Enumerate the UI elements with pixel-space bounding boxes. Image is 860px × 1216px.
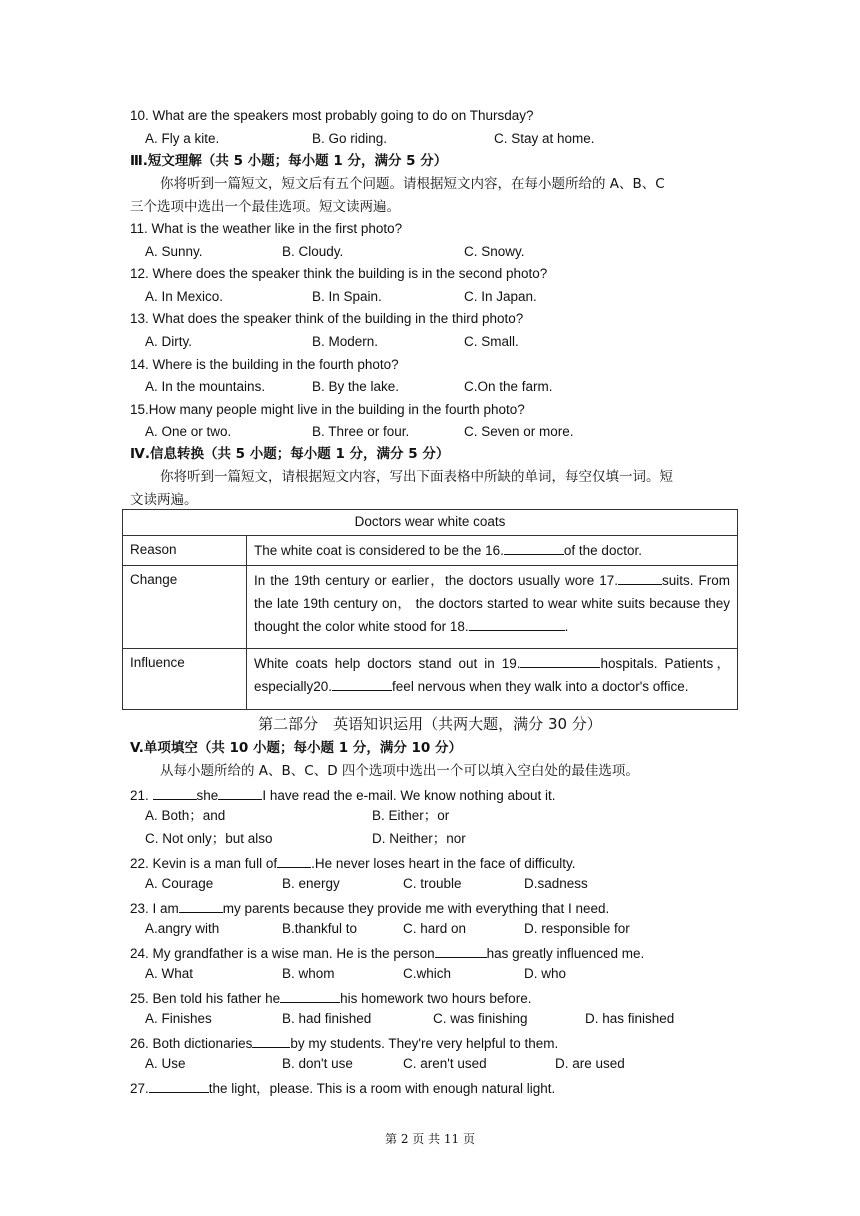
blank-23[interactable]	[179, 897, 223, 913]
option-21b: B. Either；or	[372, 808, 450, 823]
option-13b: B. Modern.	[312, 334, 379, 349]
instruction-3-line2: 三个选项中选出一个最佳选项。短文读两遍。	[130, 199, 400, 215]
blank-24[interactable]	[435, 942, 487, 958]
section-heading-5: V.单项填空（共 10 小题；每小题 1 分，满分 10 分）	[130, 740, 463, 756]
question-25: 25. Ben told his father he his homework two hours before.	[130, 987, 531, 1008]
question-26: 26. Both dictionaries by my students. They're very helpful to them.	[130, 1032, 558, 1053]
option-23c: C. hard on	[403, 921, 467, 936]
option-26a: A. Use	[145, 1056, 186, 1071]
instruction-4-line1: 你将听到一篇短文，请根据短文内容，写出下面表格中所缺的单词，每空仅填一词。短	[160, 469, 673, 485]
question-14: 14. Where is the building in the fourth photo?	[130, 357, 399, 372]
question-27: 27. the light，please. This is a room with enough natural light.	[130, 1077, 555, 1098]
question-11: 11. What is the weather like in the first photo?	[130, 221, 403, 236]
option-24a: A. What	[145, 966, 194, 981]
row-content-influence: White coats help doctors stand out in 19. hospitals. Patients，especially20. feel nervous when they walk into a doctor's office.	[247, 648, 738, 709]
part-two-title: 第二部分 英语知识运用（共两大题，满分 30 分）	[258, 715, 602, 733]
instruction-5: 从每小题所给的 A、B、C、D 四个选项中选出一个可以填入空白处的最佳选项。	[160, 763, 639, 779]
row-label-change: Change	[123, 566, 247, 649]
page-footer: 第 2 页 共 11 页	[385, 1132, 475, 1146]
blank-20[interactable]	[332, 675, 392, 691]
option-14c: C.On the farm.	[464, 379, 553, 394]
question-12: 12. Where does the speaker think the building is in the second photo?	[130, 266, 548, 281]
question-22: 22. Kevin is a man full of .He never loses heart in the face of difficulty.	[130, 852, 575, 873]
blank-17[interactable]	[618, 569, 662, 585]
option-24b: B. whom	[282, 966, 335, 981]
option-25b: B. had finished	[282, 1011, 372, 1026]
option-25a: A. Finishes	[145, 1011, 212, 1026]
option-10a: A. Fly a kite.	[145, 131, 220, 146]
option-11b: B. Cloudy.	[282, 244, 344, 259]
blank-25[interactable]	[280, 987, 340, 1003]
option-12b: B. In Spain.	[312, 289, 382, 304]
row-content-change: In the 19th century or earlier，the doctors usually wore 17. suits. From the late 19th century on， the doctors started to wear white suits because they thought the color white stood for 18. .	[247, 566, 738, 649]
row-content-reason: The white coat is considered to be the 16. of the doctor.	[247, 535, 738, 566]
option-10b: B. Go riding.	[312, 131, 388, 146]
option-14a: A. In the mountains.	[145, 379, 266, 394]
blank-26[interactable]	[252, 1032, 290, 1048]
option-24d: D. who	[524, 966, 567, 981]
blank-19[interactable]	[520, 652, 600, 668]
option-12a: A. In Mexico.	[145, 289, 224, 304]
info-table	[122, 509, 738, 710]
option-15c: C. Seven or more.	[464, 424, 574, 439]
option-25c: C. was finishing	[433, 1011, 528, 1026]
option-22b: B. energy	[282, 876, 340, 891]
option-21a: A. Both；and	[145, 808, 226, 823]
blank-18[interactable]	[469, 615, 565, 631]
option-21d: D. Neither；nor	[372, 831, 466, 846]
option-24c: C.which	[403, 966, 452, 981]
option-15a: A. One or two.	[145, 424, 232, 439]
option-13c: C. Small.	[464, 334, 519, 349]
question-21: 21. she I have read the e-mail. We know nothing about it.	[130, 784, 556, 805]
blank-22[interactable]	[277, 852, 311, 868]
option-22d: D.sadness	[524, 876, 588, 891]
option-13a: A. Dirty.	[145, 334, 192, 349]
blank-21b[interactable]	[218, 784, 262, 800]
option-22a: A. Courage	[145, 876, 214, 891]
question-23: 23. I am my parents because they provide me with everything that I need.	[130, 897, 609, 918]
option-11a: A. Sunny.	[145, 244, 203, 259]
instruction-4-line2: 文读两遍。	[130, 492, 198, 508]
option-23b: B.thankful to	[282, 921, 358, 936]
option-26d: D. are used	[555, 1056, 625, 1071]
option-14b: B. By the lake.	[312, 379, 400, 394]
section-heading-3: Ⅲ.短文理解（共 5 小题；每小题 1 分，满分 5 分）	[130, 153, 448, 169]
option-26c: C. aren't used	[403, 1056, 487, 1071]
blank-16[interactable]	[504, 539, 564, 555]
blank-21a[interactable]	[153, 784, 197, 800]
question-13: 13. What does the speaker think of the building in the third photo?	[130, 311, 524, 326]
table-title: Doctors wear white coats	[123, 510, 738, 536]
option-25d: D. has finished	[585, 1011, 675, 1026]
question-15: 15.How many people might live in the building in the fourth photo?	[130, 402, 525, 417]
question-24: 24. My grandfather is a wise man. He is the person has greatly influenced me.	[130, 942, 644, 963]
option-21c: C. Not only；but also	[145, 831, 273, 846]
instruction-3-line1: 你将听到一篇短文，短文后有五个问题。请根据短文内容，在每小题所给的 A、B、C	[160, 176, 665, 192]
row-label-influence: Influence	[123, 648, 247, 709]
option-10c: C. Stay at home.	[494, 131, 595, 146]
option-26b: B. don't use	[282, 1056, 353, 1071]
row-label-reason: Reason	[123, 535, 247, 566]
option-23a: A.angry with	[145, 921, 220, 936]
option-15b: B. Three or four.	[312, 424, 410, 439]
option-22c: C. trouble	[403, 876, 462, 891]
option-23d: D. responsible for	[524, 921, 630, 936]
blank-27[interactable]	[149, 1077, 209, 1093]
question-10: 10. What are the speakers most probably going to do on Thursday?	[130, 108, 534, 123]
option-11c: C. Snowy.	[464, 244, 525, 259]
section-heading-4: Ⅳ.信息转换（共 5 小题；每小题 1 分，满分 5 分）	[130, 446, 450, 462]
option-12c: C. In Japan.	[464, 289, 537, 304]
